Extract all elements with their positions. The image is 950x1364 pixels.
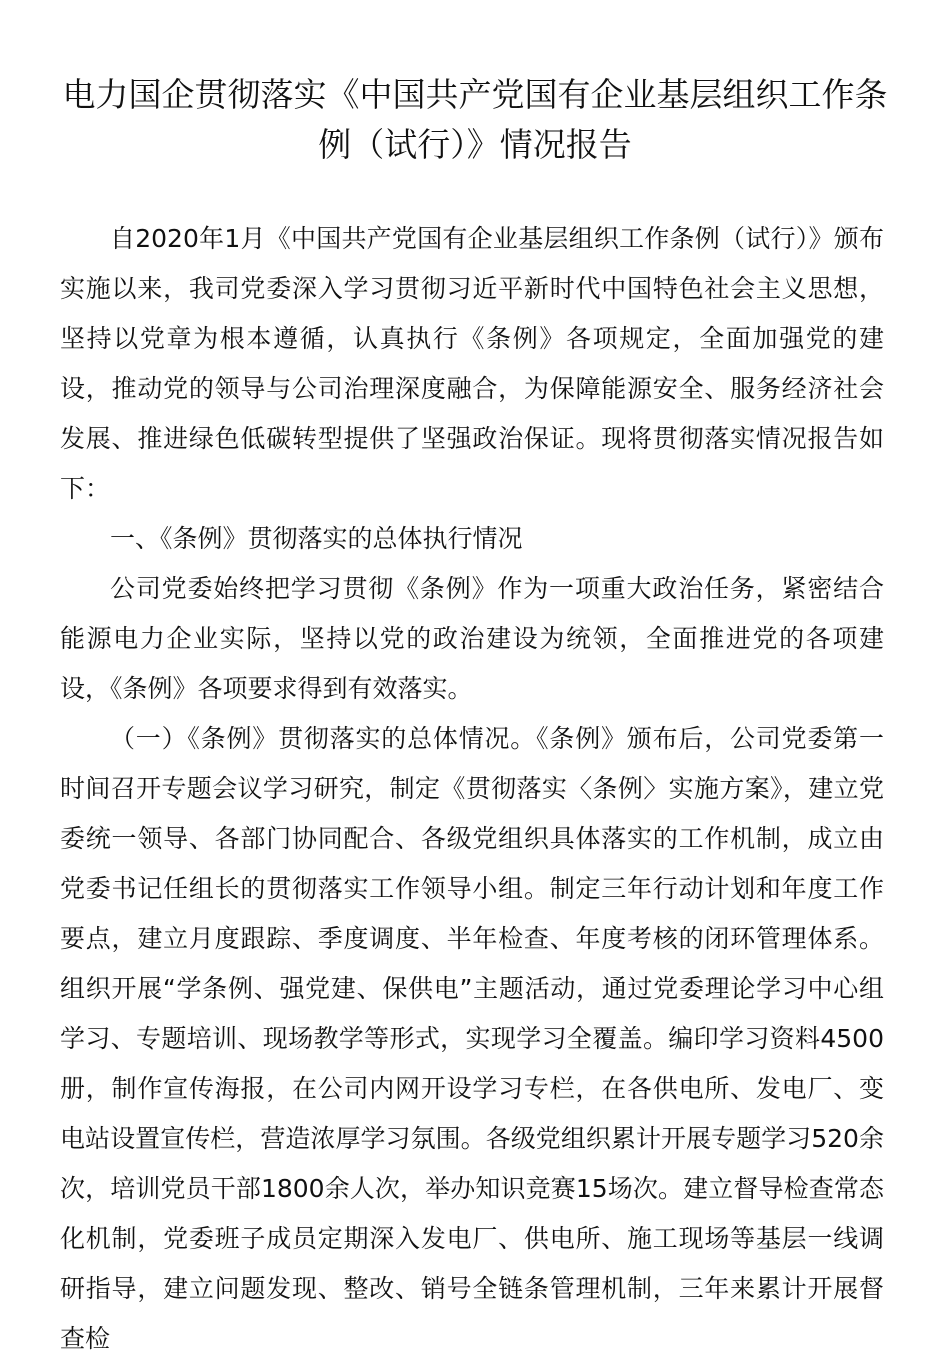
section-1-heading: 一、《条例》贯彻落实的总体执行情况 bbox=[110, 524, 523, 553]
document-title: 电力国企贯彻落实《中国共产党国有企业基层组织工作条例（试行）》情况报告 bbox=[62, 75, 888, 164]
intro-paragraph: 自2020年1月《中国共产党国有企业基层组织工作条例（试行）》颁布实施以来，我司党委深入学习贯彻习近平新时代中国特色社会主义思想，坚持以党章为根本遵循，认真执行《条例》各项规定，全面加强党的建设，推动党的领导与公司治理深度融合，为保障能源安全、服务经济社会发展、推进绿色低碳转型提供了坚强政治保证。现将贯彻落实情况报告如下： bbox=[60, 224, 884, 503]
document-body bbox=[60, 214, 884, 1364]
section-1-1-paragraph: （一）《条例》贯彻落实的总体情况。《条例》颁布后，公司党委第一时间召开专题会议学习研究，制定《贯彻落实〈条例〉实施方案》，建立党委统一领导、各部门协同配合、各级党组织具体落实的工作机制，成立由党委书记任组长的贯彻落实工作领导小组。制定三年行动计划和年度工作要点，建立月度跟踪、季度调度、半年检查、年度考核的闭环管理体系。组织开展“学条例、强党建、保供电”主题活动，通过党委理论学习中心组学习、专题培训、现场教学等形式，实现学习全覆盖。编印学习资料4500册，制作宣传海报，在公司内网开设学习专栏，在各供电所、发电厂、变电站设置宣传栏，营造浓厚学习氛围。各级党组织累计开展专题学习520余次，培训党员干部1800余人次，举办知识竞赛15场次。建立督导检查常态化机制，党委班子成员定期深入发电厂、供电所、施工现场等基层一线调研指导，建立问题发现、整改、销号全链条管理机制，三年来累计开展督查检 bbox=[60, 724, 884, 1353]
section-1-paragraph: 公司党委始终把学习贯彻《条例》作为一项重大政治任务，紧密结合能源电力企业实际，坚持以党的政治建设为统领，全面推进党的各项建设，《条例》各项要求得到有效落实。 bbox=[60, 574, 884, 703]
